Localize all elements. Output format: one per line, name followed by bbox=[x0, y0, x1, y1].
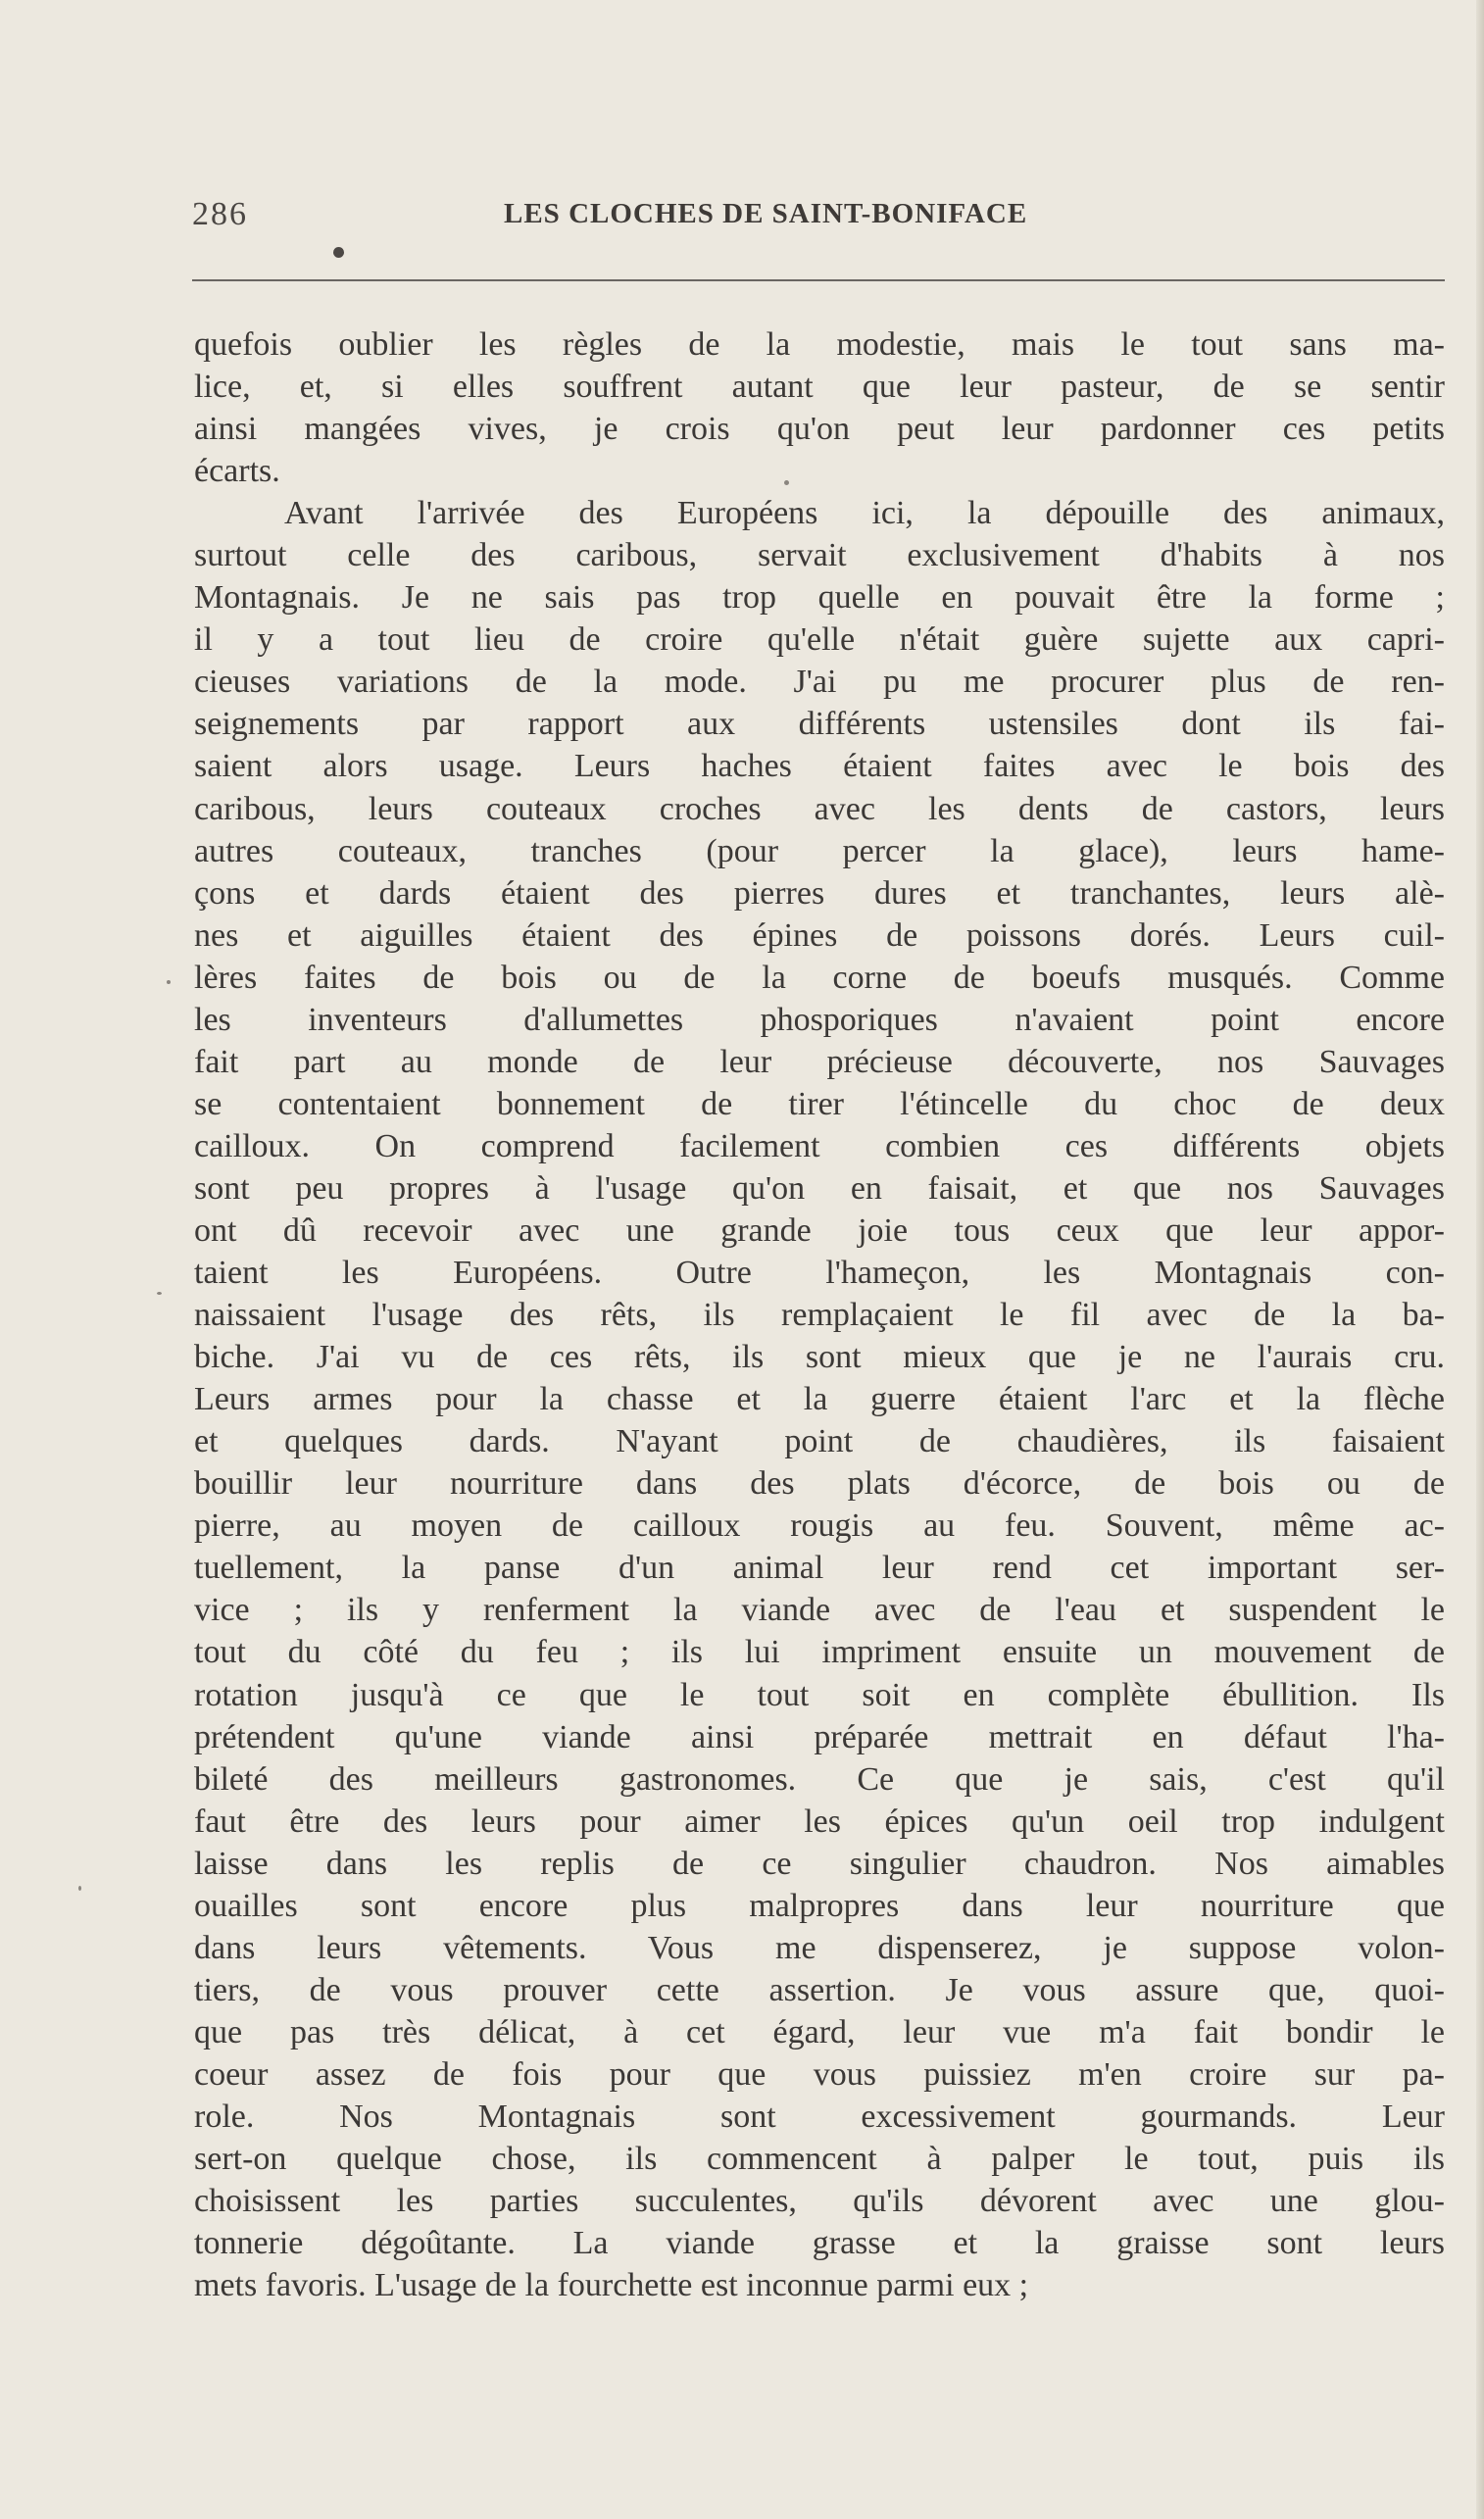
text-line: lice, et, si elles souffrent autant que leur pasteur, de se sentir bbox=[194, 369, 1445, 406]
text-line: caribous, leurs couteaux croches avec les dents de castors, leurs bbox=[194, 790, 1445, 827]
text-line: tout du côté du feu ; ils lui impriment ensuite un mouvement de bbox=[194, 1634, 1445, 1671]
text-line: se contentaient bonnement de tirer l'étincelle du choc de deux bbox=[194, 1085, 1445, 1122]
text-line: Montagnais. Je ne sais pas trop quelle en pouvait être la forme ; bbox=[194, 579, 1445, 617]
text-line: faut être des leurs pour aimer les épices qu'un oeil trop indulgent bbox=[194, 1803, 1445, 1840]
text-line: vice ; ils y renferment la viande avec de l'eau et suspendent le bbox=[194, 1592, 1445, 1629]
text-line: que pas très délicat, à cet égard, leur vue m'a fait bondir le bbox=[194, 2013, 1445, 2050]
text-line: Leurs armes pour la chasse et la guerre étaient l'arc et la flèche bbox=[194, 1381, 1445, 1418]
paper-speck bbox=[784, 480, 789, 485]
text-line: tuellement, la panse d'un animal leur rend cet important ser- bbox=[194, 1550, 1445, 1587]
text-line: ont dû recevoir avec une grande joie tous ceux que leur appor- bbox=[194, 1211, 1445, 1249]
paragraph-start-line: Avant l'arrivée des Européens ici, la dépouille des animaux, bbox=[284, 495, 1445, 532]
text-line: role. Nos Montagnais sont excessivement gourmands. Leur bbox=[194, 2098, 1445, 2135]
text-line: bileté des meilleurs gastronomes. Ce que je sais, c'est qu'il bbox=[194, 1760, 1445, 1798]
page-header bbox=[192, 196, 1445, 245]
text-line: laisse dans les replis de ce singulier chaudron. Nos aimables bbox=[194, 1845, 1445, 1882]
text-line: taient les Européens. Outre l'hameçon, les Montagnais con- bbox=[194, 1255, 1445, 1292]
text-line: il y a tout lieu de croire qu'elle n'était guère sujette aux capri- bbox=[194, 621, 1445, 659]
text-line: tiers, de vous prouver cette assertion. Je vous assure que, quoi- bbox=[194, 1971, 1445, 2008]
text-line: fait part au monde de leur précieuse découverte, nos Sauvages bbox=[194, 1043, 1445, 1080]
text-line: coeur assez de fois pour que vous puissiez m'en croire sur pa- bbox=[194, 2055, 1445, 2093]
text-line: sont peu propres à l'usage qu'on en faisait, et que nos Sauvages bbox=[194, 1169, 1445, 1207]
text-line: et quelques dards. N'ayant point de chaudières, ils faisaient bbox=[194, 1423, 1445, 1460]
text-line: rotation jusqu'à ce que le tout soit en complète ébullition. Ils bbox=[194, 1676, 1445, 1713]
text-line: les inventeurs d'allumettes phosporiques n'avaient point encore bbox=[194, 1001, 1445, 1038]
text-line: autres couteaux, tranches (pour percer la glace), leurs hame- bbox=[194, 832, 1445, 869]
paper-speck bbox=[157, 1292, 162, 1295]
text-line: écarts. bbox=[194, 453, 280, 490]
body-text bbox=[194, 323, 1445, 2306]
text-line: nes et aiguilles étaient des épines de poissons dorés. Leurs cuil- bbox=[194, 916, 1445, 954]
text-line: prétendent qu'une viande ainsi préparée mettrait en défaut l'ha- bbox=[194, 1718, 1445, 1755]
header-rule bbox=[192, 279, 1445, 281]
text-line: bouillir leur nourriture dans des plats d'écorce, de bois ou de bbox=[194, 1465, 1445, 1503]
paper-speck bbox=[78, 1886, 81, 1891]
text-line: saient alors usage. Leurs haches étaient faites avec le bois des bbox=[194, 748, 1445, 785]
page-number: 286 bbox=[192, 196, 248, 232]
text-line: tonnerie dégoûtante. La viande grasse et la graisse sont leurs bbox=[194, 2225, 1445, 2262]
text-line: ouailles sont encore plus malpropres dans leur nourriture que bbox=[194, 1887, 1445, 1924]
text-line: naissaient l'usage des rêts, ils remplaçaient le fil avec de la ba- bbox=[194, 1297, 1445, 1334]
page-edge bbox=[1476, 0, 1484, 2519]
text-line: choisissent les parties succulentes, qu'ils dévorent avec une glou- bbox=[194, 2183, 1445, 2220]
running-title: LES CLOCHES DE SAINT-BONIFACE bbox=[504, 198, 1028, 229]
text-line: dans leurs vêtements. Vous me dispenserez, je suppose volon- bbox=[194, 1929, 1445, 1966]
text-line: çons et dards étaient des pierres dures et tranchantes, leurs alè- bbox=[194, 874, 1445, 912]
text-line: lères faites de bois ou de la corne de boeufs musqués. Comme bbox=[194, 959, 1445, 996]
text-line: ainsi mangées vives, je crois qu'on peut leur pardonner ces petits bbox=[194, 411, 1445, 448]
text-line: cieuses variations de la mode. J'ai pu me procurer plus de ren- bbox=[194, 664, 1445, 701]
text-line: seignements par rapport aux différents ustensiles dont ils fai- bbox=[194, 706, 1445, 743]
text-line: mets favoris. L'usage de la fourchette est inconnue parmi eux ; bbox=[194, 2267, 1029, 2304]
text-line: surtout celle des caribous, servait exclusivement d'habits à nos bbox=[194, 537, 1445, 574]
text-line: pierre, au moyen de cailloux rougis au feu. Souvent, même ac- bbox=[194, 1507, 1445, 1545]
text-line: cailloux. On comprend facilement combien ces différents objets bbox=[194, 1127, 1445, 1164]
rule-ornament bbox=[333, 247, 344, 258]
text-line: quefois oublier les règles de la modestie, mais le tout sans ma- bbox=[194, 326, 1445, 363]
paper-speck bbox=[167, 980, 171, 984]
text-line: sert-on quelque chose, ils commencent à palper le tout, puis ils bbox=[194, 2141, 1445, 2178]
text-line: biche. J'ai vu de ces rêts, ils sont mieux que je ne l'aurais cru. bbox=[194, 1339, 1445, 1376]
